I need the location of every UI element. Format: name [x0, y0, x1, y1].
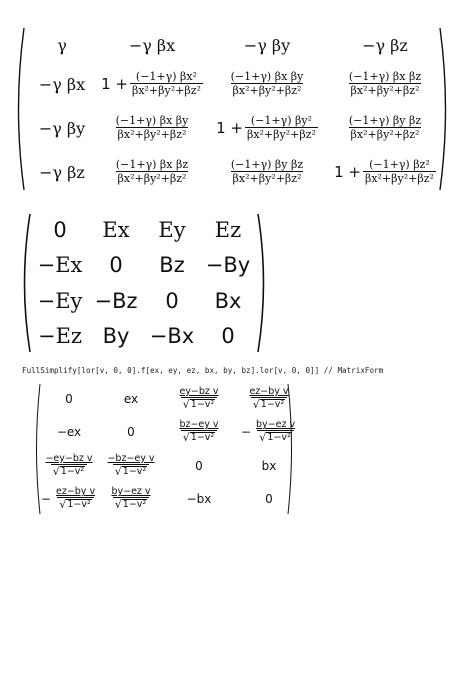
matrix-cell: Ex: [102, 217, 130, 242]
matrix-cell: −Ez: [38, 324, 82, 349]
fraction: $\frac{\text{(−1+γ) βx²}}{\text{βx²+βy²+βz²}}$: [131, 70, 201, 97]
sqrt: √ 1−v²: [59, 498, 91, 512]
sqrt: √ 1−v²: [259, 431, 291, 445]
minus-sign: −: [240, 425, 251, 440]
matrix-cell: 0: [221, 324, 235, 349]
fraction: −ey−bz v √ 1−v²: [45, 452, 93, 478]
output-matrix: [30, 382, 298, 516]
matrix-cell: By: [102, 324, 130, 349]
matrix-cell: −γ βy: [243, 35, 291, 55]
sqrt: √ 1−v²: [252, 397, 285, 411]
one-plus: 1 +: [216, 119, 243, 137]
matrix-cell: Bz: [159, 253, 185, 278]
matrix-cell: [208, 106, 326, 150]
left-parenthesis: [12, 26, 26, 192]
sqrt: √ 1−v²: [114, 464, 147, 478]
code-input-line: FullSimplify[lor[v, 0, 0].f[ex, ey, ez, bx, by, bz].lor[v, 0, 0]] // MatrixForm: [22, 366, 384, 375]
matrix-cell: Ez: [214, 217, 242, 242]
right-parenthesis: [438, 26, 452, 192]
fraction: by−ez v √ 1−v²: [255, 419, 296, 445]
fraction: $\frac{\text{(−1+γ) βx βy}}{\text{βx²+βy²+βz²}}$: [230, 70, 304, 97]
matrix-cell: [164, 382, 234, 416]
matrix-cell: −γ βz: [362, 35, 408, 55]
fraction: $\frac{\text{(−1+γ) βx βy}}{\text{βx²+βy²+βz²}}$: [115, 114, 189, 141]
matrix-cell: −γ βy: [38, 118, 86, 138]
fraction: $\frac{\text{(−1+γ) βy²}}{\text{βx²+βy²+βz²}}$: [246, 114, 316, 141]
minus-sign: −: [40, 492, 51, 507]
matrix-cell: [96, 106, 208, 150]
matrix-cell: 0: [195, 458, 203, 473]
matrix-cell: [40, 449, 98, 483]
matrix-cell: −γ βx: [128, 35, 176, 55]
fraction: $\frac{\text{(−1+γ) βx βz}}{\text{βx²+βy²+βz²}}$: [115, 158, 189, 185]
fraction: by−ez v √ 1−v²: [111, 486, 151, 512]
fraction: ez−by v √ 1−v²: [249, 385, 289, 411]
matrix-cell: Bx: [214, 288, 242, 313]
fraction: $\frac{\text{(−1+γ) βz²}}{\text{βx²+βy²+βz²}}$: [364, 158, 434, 185]
fraction: $\frac{\text{(−1+γ) βy βz}}{\text{βx²+βy²+βz²}}$: [230, 158, 304, 185]
matrix-cell: −Bx: [149, 324, 195, 349]
matrix-cell: [164, 416, 234, 450]
matrix-cell: 0: [109, 253, 123, 278]
matrix-cell: 0: [65, 391, 73, 406]
matrix-cell: γ: [57, 35, 67, 55]
matrix-cell: −bx: [186, 492, 212, 507]
matrix-cell: [208, 150, 326, 194]
matrix-cell: [96, 150, 208, 194]
matrix-cell: ex: [123, 391, 139, 406]
right-parenthesis: [284, 382, 298, 516]
matrix-cell: 0: [265, 492, 273, 507]
sqrt: √ 1−v²: [52, 464, 85, 478]
one-plus: 1 +: [101, 75, 128, 93]
field-tensor-matrix: [18, 212, 270, 354]
matrix-cell: −Ex: [37, 253, 83, 278]
sqrt: √ 1−v²: [182, 397, 215, 411]
matrix-cell: [326, 150, 444, 194]
matrix-cell: 0: [53, 217, 67, 242]
matrix-cell: 0: [127, 425, 135, 440]
matrix-cell: −γ βz: [39, 162, 85, 182]
matrix-cell: −By: [205, 253, 251, 278]
fraction: ey−bz v √ 1−v²: [179, 385, 219, 411]
matrix-cell: [40, 483, 98, 517]
one-plus: 1 +: [334, 163, 361, 181]
fraction: $\frac{\text{(−1+γ) βx βz}}{\text{βx²+βy²+βz²}}$: [348, 70, 422, 97]
sqrt: √ 1−v²: [114, 498, 147, 512]
sqrt: √ 1−v²: [182, 431, 215, 445]
matrix-cell: −γ βx: [38, 74, 86, 94]
matrix-cell: [98, 449, 164, 483]
left-parenthesis: [18, 212, 32, 354]
matrix-cell: [326, 62, 444, 106]
matrix-cell: [208, 62, 326, 106]
matrix-cell: −Ey: [37, 288, 83, 313]
matrix-cell: bx: [261, 458, 277, 473]
right-parenthesis: [256, 212, 270, 354]
fraction: −bz−ey v √ 1−v²: [107, 452, 155, 478]
matrix-cell: −ex: [56, 425, 82, 440]
fraction: ez−by v √ 1−v²: [55, 486, 96, 512]
fraction: $\frac{\text{(−1+γ) βy βz}}{\text{βx²+βy²+βz²}}$: [348, 114, 422, 141]
matrix-cell: 0: [165, 288, 179, 313]
matrix-cell: [326, 106, 444, 150]
matrix-cell: −Bz: [94, 288, 138, 313]
fraction: bz−ey v √ 1−v²: [179, 419, 219, 445]
matrix-cell: Ey: [158, 217, 186, 242]
matrix-cell: [96, 62, 208, 106]
matrix-cell: [98, 483, 164, 517]
lorentz-matrix: [12, 26, 452, 192]
